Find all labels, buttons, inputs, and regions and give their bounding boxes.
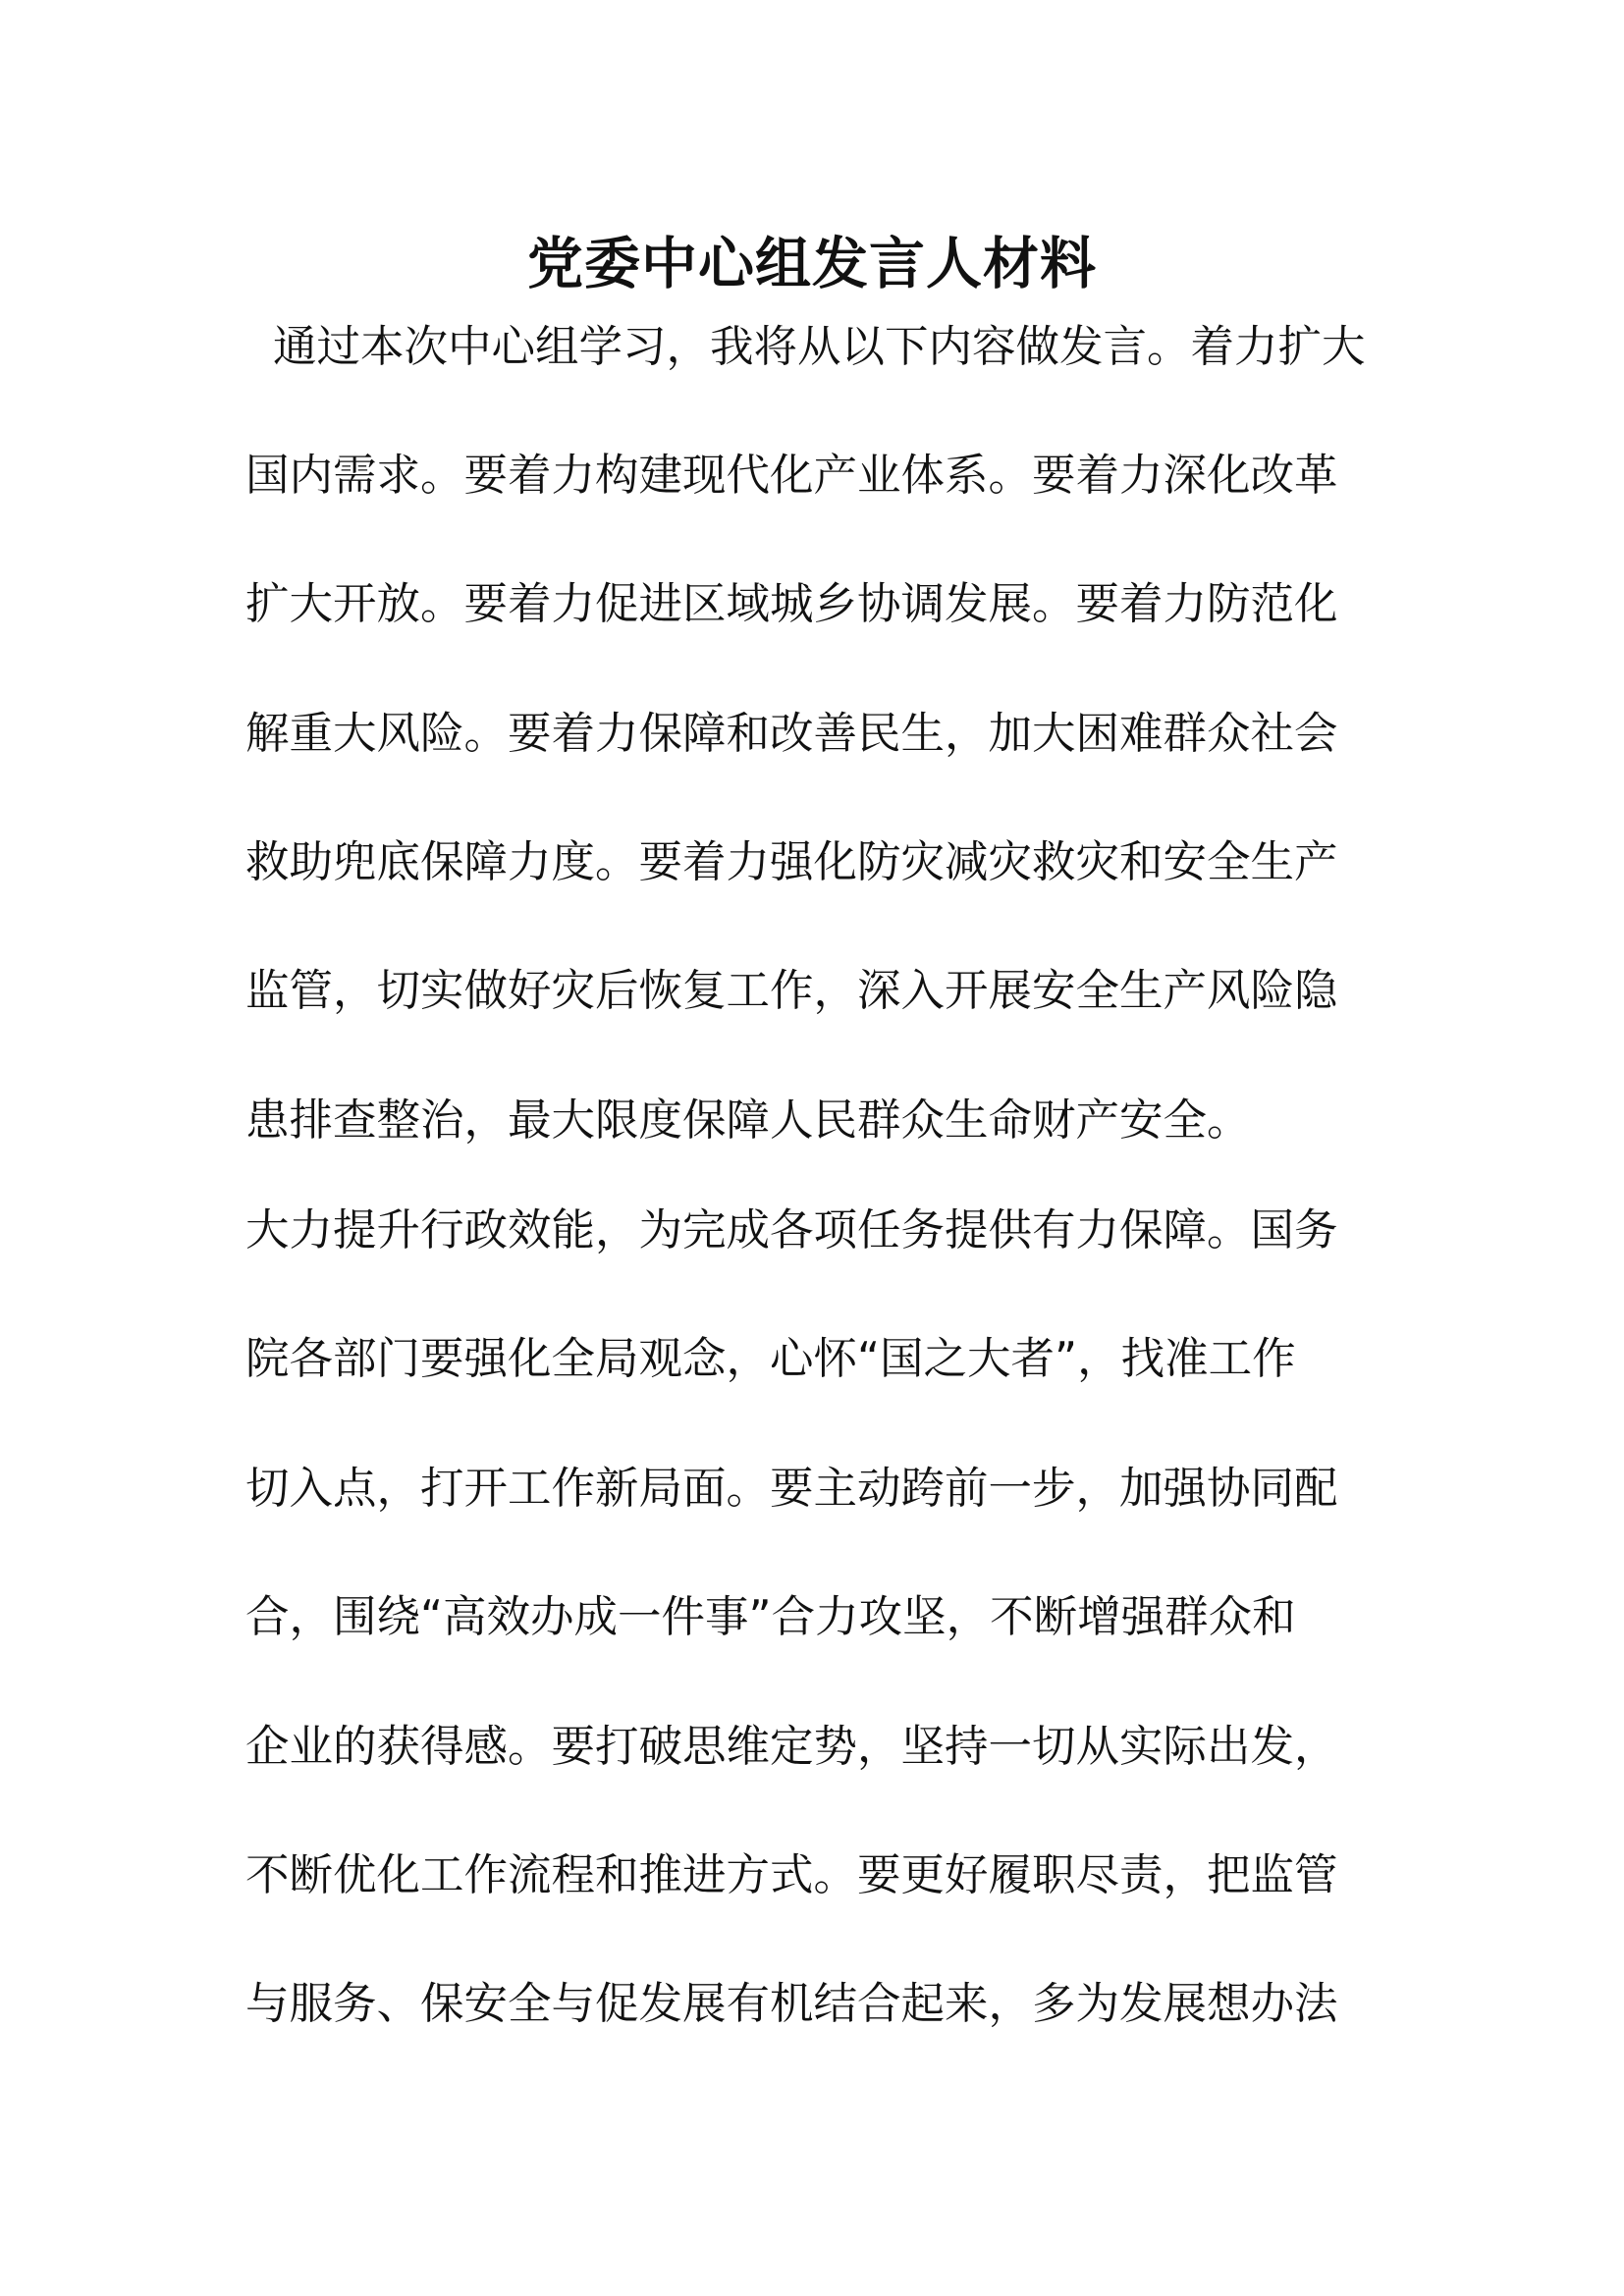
paragraph-line: 解重大风险。要着力保障和改善民生，加大困难群众社会 <box>245 709 1338 759</box>
paragraph-line: 院各部门要强化全局观念，心怀“国之大者”，找准工作 <box>245 1334 1296 1384</box>
paragraph-line: 大力提升行政效能，为完成各项任务提供有力保障。国务 <box>245 1205 1338 1255</box>
paragraph-line: 通过本次中心组学习，我将从以下内容做发言。着力扩大 <box>273 322 1366 372</box>
paragraph-line: 企业的获得感。要打破思维定势，坚持一切从实际出发， <box>245 1722 1338 1772</box>
paragraph-line: 与服务、保安全与促发展有机结合起来，多为发展想办法 <box>245 1979 1338 2029</box>
document-title: 党委中心组发言人材料 <box>527 232 1097 296</box>
paragraph-line: 扩大开放。要着力促进区域城乡协调发展。要着力防范化 <box>245 579 1338 629</box>
paragraph-line: 切入点，打开工作新局面。要主动跨前一步，加强协同配 <box>245 1464 1338 1514</box>
paragraph-line: 救助兜底保障力度。要着力强化防灾减灾救灾和安全生产 <box>245 837 1338 887</box>
paragraph-line: 国内需求。要着力构建现代化产业体系。要着力深化改革 <box>245 451 1338 501</box>
paragraph-line: 合，围绕“高效办成一件事”合力攻坚，不断增强群众和 <box>245 1592 1296 1642</box>
paragraph-line: 不断优化工作流程和推进方式。要更好履职尽责，把监管 <box>245 1850 1338 1900</box>
paragraph-line: 监管，切实做好灾后恢复工作，深入开展安全生产风险隐 <box>245 966 1338 1016</box>
paragraph-line: 患排查整治，最大限度保障人民群众生命财产安全。 <box>245 1095 1251 1146</box>
